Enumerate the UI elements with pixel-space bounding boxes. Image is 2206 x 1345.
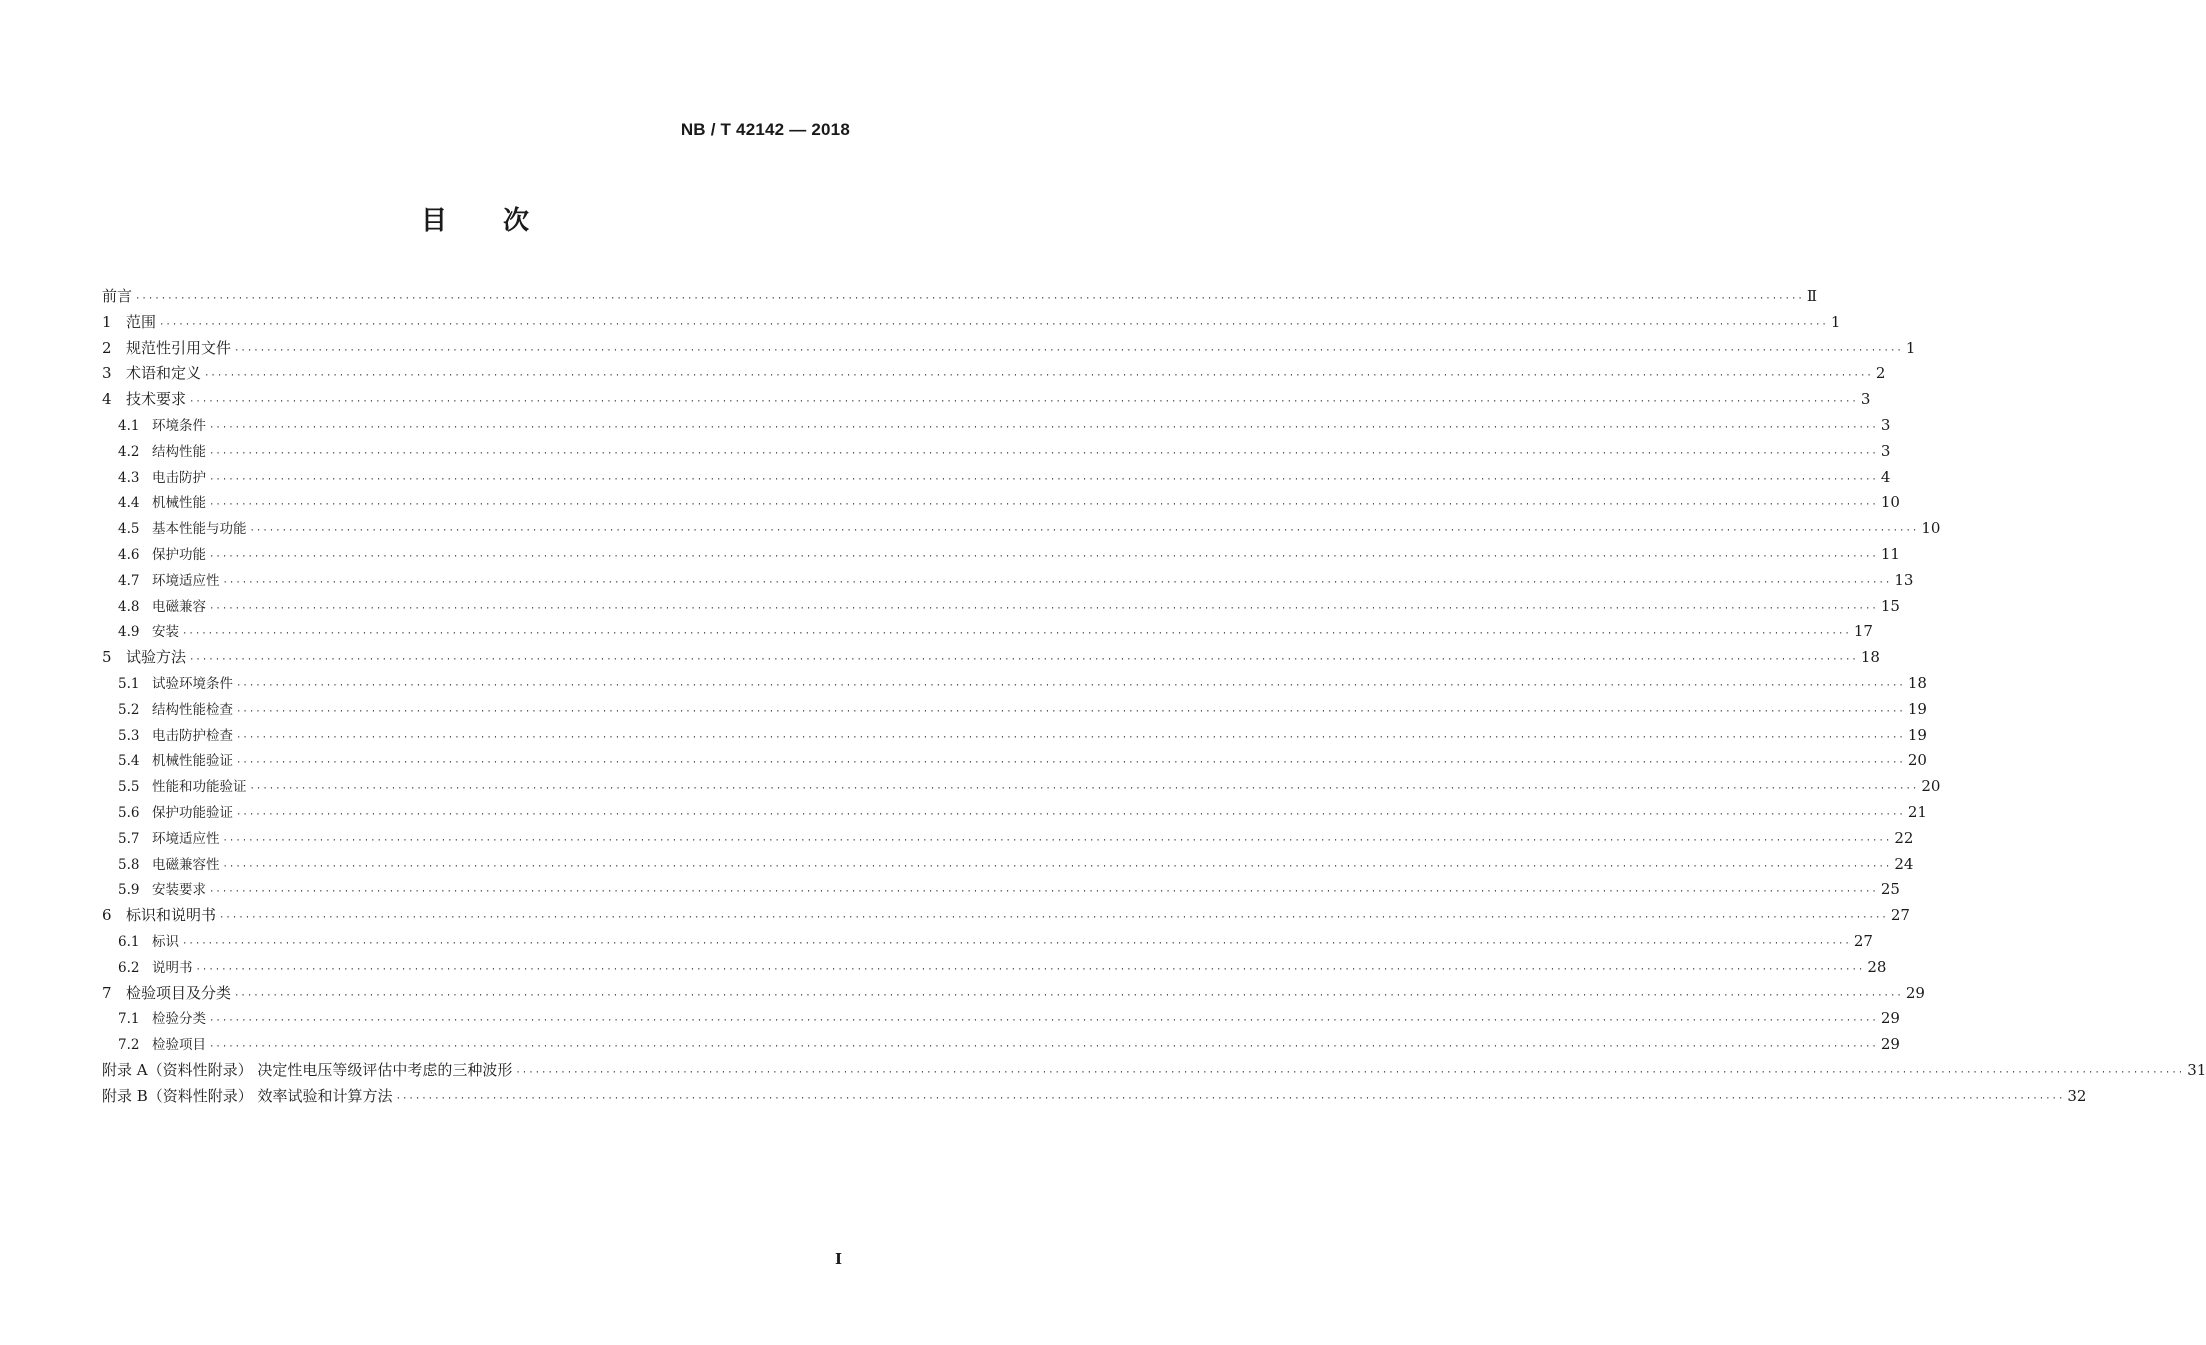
toc-entry-label: 电击防护检查 — [152, 727, 233, 744]
toc-entry[interactable] — [102, 826, 1914, 852]
toc-entry-page: 3 — [1880, 441, 1891, 460]
toc-entry-page: 27 — [1890, 906, 1910, 925]
toc-entry-label: 术语和定义 — [126, 364, 202, 383]
toc-entry-page: 21 — [1907, 802, 1927, 821]
toc-entry-number: 5.9 — [118, 882, 140, 899]
toc-entry[interactable] — [102, 387, 1871, 413]
toc-entry-number: 4.5 — [118, 521, 140, 538]
toc-entry-number: 5.7 — [118, 830, 140, 847]
toc-entry-label: 性能和功能验证 — [152, 779, 247, 796]
toc-leader-dots: ···································································································································································································································································· — [234, 990, 1903, 1001]
toc-entry[interactable] — [102, 542, 1900, 568]
toc-entry-label: 试验方法 — [126, 648, 187, 667]
toc-entry[interactable] — [102, 1006, 1900, 1032]
toc-entry-page: Ⅱ — [1806, 287, 1818, 305]
toc-entry-page: 25 — [1880, 880, 1900, 899]
toc-entry-page: 29 — [1880, 1035, 1900, 1054]
toc-leader-dots: ···································································································································································································································································· — [189, 655, 1858, 666]
toc-entry-page: 4 — [1880, 467, 1891, 486]
toc-entry-number: 4.1 — [118, 417, 140, 434]
toc-leader-dots: ···································································································································································································································································· — [209, 1042, 1878, 1053]
toc-entry[interactable] — [102, 852, 1914, 878]
toc-entry-number: 2 — [102, 338, 112, 357]
toc-entry-page: 32 — [2067, 1086, 2087, 1105]
toc-entry-number: 5.8 — [118, 856, 140, 873]
title-char-1: 目 — [420, 206, 447, 236]
toc-entry-page: 11 — [1880, 544, 1900, 563]
toc-entry[interactable] — [102, 594, 1900, 620]
toc-entry[interactable] — [102, 413, 1891, 439]
title-char-2: 次 — [503, 206, 530, 236]
toc-entry-label: 附录 A（资料性附录） 决定性电压等级评估中考虑的三种波形 — [102, 1060, 513, 1079]
toc-leader-dots: ···································································································································································································································································· — [195, 964, 1865, 975]
toc-entry-number: 5.3 — [118, 727, 140, 744]
toc-entry-page: 22 — [1894, 828, 1914, 847]
toc-entry[interactable] — [102, 1058, 2206, 1084]
toc-entry-label: 检验项目 — [152, 1037, 206, 1054]
toc-leader-dots: ···································································································································································································································································· — [219, 913, 1888, 924]
toc-leader-dots: ···································································································································································································································································· — [236, 732, 1905, 743]
toc-entry-page: 2 — [1875, 364, 1886, 383]
toc-entry-label: 机械性能验证 — [152, 753, 233, 770]
toc-entry[interactable] — [102, 619, 1873, 645]
toc-leader-dots: ···································································································································································································································································· — [209, 448, 1878, 459]
toc-entry[interactable] — [102, 981, 1925, 1007]
toc-leader-dots: ···································································································································································································································································· — [209, 887, 1878, 898]
toc-entry-page: 3 — [1880, 415, 1891, 434]
toc-entry-number: 4.3 — [118, 469, 140, 486]
toc-entry-page: 29 — [1880, 1009, 1900, 1028]
toc-entry-number: 5.2 — [118, 701, 140, 718]
toc-entry-number: 7 — [102, 983, 112, 1002]
toc-entry-label: 规范性引用文件 — [126, 338, 232, 357]
toc-entry-label: 检验分类 — [152, 1011, 206, 1028]
toc-entry[interactable] — [102, 955, 1887, 981]
toc-leader-dots: ···································································································································································································································································· — [209, 422, 1878, 433]
toc-entry-page: 10 — [1921, 519, 1941, 538]
toc-entry[interactable] — [102, 516, 1941, 542]
toc-leader-dots: ···································································································································································································································································· — [182, 629, 1851, 640]
toc-entry-label: 环境适应性 — [152, 830, 220, 847]
toc-entry-page: 3 — [1860, 390, 1871, 409]
toc-entry[interactable] — [102, 671, 1927, 697]
toc-entry-page: 28 — [1867, 957, 1887, 976]
toc-entry-page: 20 — [1907, 751, 1927, 770]
toc-entry-page: 29 — [1905, 983, 1925, 1002]
toc-entry-page: 18 — [1907, 673, 1927, 692]
toc-entry-label: 说明书 — [152, 959, 193, 976]
toc-entry-label: 电磁兼容 — [152, 598, 206, 615]
toc-entry-number: 5.4 — [118, 753, 140, 770]
page-number: I — [834, 1250, 842, 1268]
toc-entry[interactable] — [102, 361, 1886, 387]
toc-leader-dots: ···································································································································································································································································· — [515, 1067, 2185, 1078]
toc-entry[interactable] — [102, 1084, 2087, 1110]
toc-entry-page: 13 — [1894, 570, 1914, 589]
toc-entry-number: 7.1 — [118, 1011, 140, 1028]
toc-leader-dots: ···································································································································································································································································· — [135, 294, 1804, 304]
toc-entry-page: 27 — [1853, 931, 1873, 950]
toc-entry-number: 5.5 — [118, 779, 140, 796]
toc-entry[interactable] — [102, 903, 1910, 929]
toc-entry-label: 结构性能检查 — [152, 701, 233, 718]
toc-entry-number: 4.9 — [118, 624, 140, 641]
toc-entry[interactable] — [102, 774, 1941, 800]
toc-entry-number: 5 — [102, 648, 112, 667]
toc-entry-number: 4.8 — [118, 598, 140, 615]
toc-leader-dots: ···································································································································································································································································· — [209, 1016, 1878, 1027]
table-of-contents — [102, 284, 2206, 1110]
toc-entry-label: 安装要求 — [152, 882, 206, 899]
toc-entry[interactable] — [102, 877, 1900, 903]
toc-entry-label: 安装 — [152, 624, 179, 641]
toc-entry-label: 附录 B（资料性附录） 效率试验和计算方法 — [102, 1086, 393, 1105]
toc-leader-dots: ···································································································································································································································································· — [236, 706, 1905, 717]
toc-leader-dots: ···································································································································································································································································· — [236, 758, 1905, 769]
toc-entry-page: 15 — [1880, 596, 1900, 615]
toc-entry-number: 1 — [102, 312, 112, 331]
toc-entry-number: 7.2 — [118, 1037, 140, 1054]
page-title — [0, 200, 950, 237]
toc-entry[interactable] — [102, 723, 1927, 749]
toc-entry-label: 机械性能 — [152, 495, 206, 512]
toc-entry-page: 17 — [1853, 622, 1873, 641]
toc-entry-page: 24 — [1894, 854, 1914, 873]
toc-entry[interactable] — [102, 439, 1891, 465]
toc-entry[interactable] — [102, 1032, 1900, 1058]
toc-entry[interactable] — [102, 800, 1927, 826]
toc-entry-label: 前言 — [102, 287, 133, 305]
toc-entry-number: 4 — [102, 390, 112, 409]
toc-entry[interactable] — [102, 645, 1880, 671]
toc-leader-dots: ···································································································································································································································································· — [222, 861, 1892, 872]
toc-leader-dots: ···································································································································································································································································· — [209, 500, 1878, 511]
toc-entry[interactable] — [102, 310, 1841, 336]
toc-leader-dots: ···································································································································································································································································· — [249, 784, 1919, 795]
toc-leader-dots: ···································································································································································································································································· — [189, 397, 1858, 408]
toc-leader-dots: ···································································································································································································································································· — [395, 1093, 2065, 1104]
toc-leader-dots: ···································································································································································································································································· — [209, 603, 1878, 614]
toc-entry-label: 环境适应性 — [152, 572, 220, 589]
toc-entry-number: 5.6 — [118, 804, 140, 821]
toc-entry[interactable] — [102, 336, 1916, 362]
toc-entry-page: 1 — [1830, 312, 1841, 331]
toc-leader-dots: ···································································································································································································································································· — [182, 938, 1851, 949]
toc-entry-label: 保护功能 — [152, 546, 206, 563]
toc-entry-page: 1 — [1905, 338, 1916, 357]
toc-entry-label: 检验项目及分类 — [126, 983, 232, 1002]
toc-entry-label: 技术要求 — [126, 390, 187, 409]
toc-entry-number: 6.1 — [118, 933, 140, 950]
toc-entry-page: 31 — [2187, 1060, 2206, 1079]
toc-entry-page: 10 — [1880, 493, 1900, 512]
toc-leader-dots: ···································································································································································································································································· — [249, 526, 1919, 537]
toc-entry-number: 4.7 — [118, 572, 140, 589]
toc-entry-label: 基本性能与功能 — [152, 521, 247, 538]
toc-entry-label: 试验环境条件 — [152, 675, 233, 692]
toc-entry-label: 电击防护 — [152, 469, 206, 486]
toc-entry-label: 保护功能验证 — [152, 804, 233, 821]
toc-entry[interactable] — [102, 568, 1914, 594]
toc-leader-dots: ···································································································································································································································································· — [222, 577, 1892, 588]
toc-entry-number: 3 — [102, 364, 112, 383]
toc-entry-page: 19 — [1907, 725, 1927, 744]
toc-entry-page: 18 — [1860, 648, 1880, 667]
toc-entry-number: 4.2 — [118, 443, 140, 460]
toc-leader-dots: ···································································································································································································································································· — [159, 319, 1828, 330]
toc-entry[interactable] — [102, 490, 1900, 516]
toc-leader-dots: ···································································································································································································································································· — [236, 680, 1905, 691]
toc-leader-dots: ···································································································································································································································································· — [236, 809, 1905, 820]
toc-entry-number: 6 — [102, 906, 112, 925]
toc-entry-number: 4.4 — [118, 495, 140, 512]
toc-entry-label: 结构性能 — [152, 443, 206, 460]
toc-entry-label: 标识 — [152, 933, 179, 950]
toc-entry-number: 6.2 — [118, 959, 140, 976]
toc-entry[interactable] — [102, 465, 1891, 491]
toc-entry-number: 4.6 — [118, 546, 140, 563]
toc-entry-page: 19 — [1907, 699, 1927, 718]
toc-entry-label: 范围 — [126, 312, 157, 331]
toc-entry-label: 环境条件 — [152, 417, 206, 434]
toc-leader-dots: ···································································································································································································································································· — [209, 474, 1878, 485]
toc-entry[interactable] — [102, 929, 1873, 955]
toc-leader-dots: ···································································································································································································································································· — [234, 345, 1903, 356]
toc-entry-label: 标识和说明书 — [126, 906, 217, 925]
toc-entry-label: 电磁兼容性 — [152, 856, 220, 873]
toc-entry[interactable] — [102, 284, 1818, 310]
toc-leader-dots: ···································································································································································································································································· — [209, 551, 1878, 562]
toc-entry[interactable] — [102, 748, 1927, 774]
toc-entry-number: 5.1 — [118, 675, 140, 692]
toc-leader-dots: ···································································································································································································································································· — [204, 371, 1873, 382]
toc-entry[interactable] — [102, 697, 1927, 723]
toc-leader-dots: ···································································································································································································································································· — [222, 835, 1892, 846]
standard-code: NB / T 42142 — 2018 — [680, 120, 850, 139]
toc-entry-page: 20 — [1921, 777, 1941, 796]
